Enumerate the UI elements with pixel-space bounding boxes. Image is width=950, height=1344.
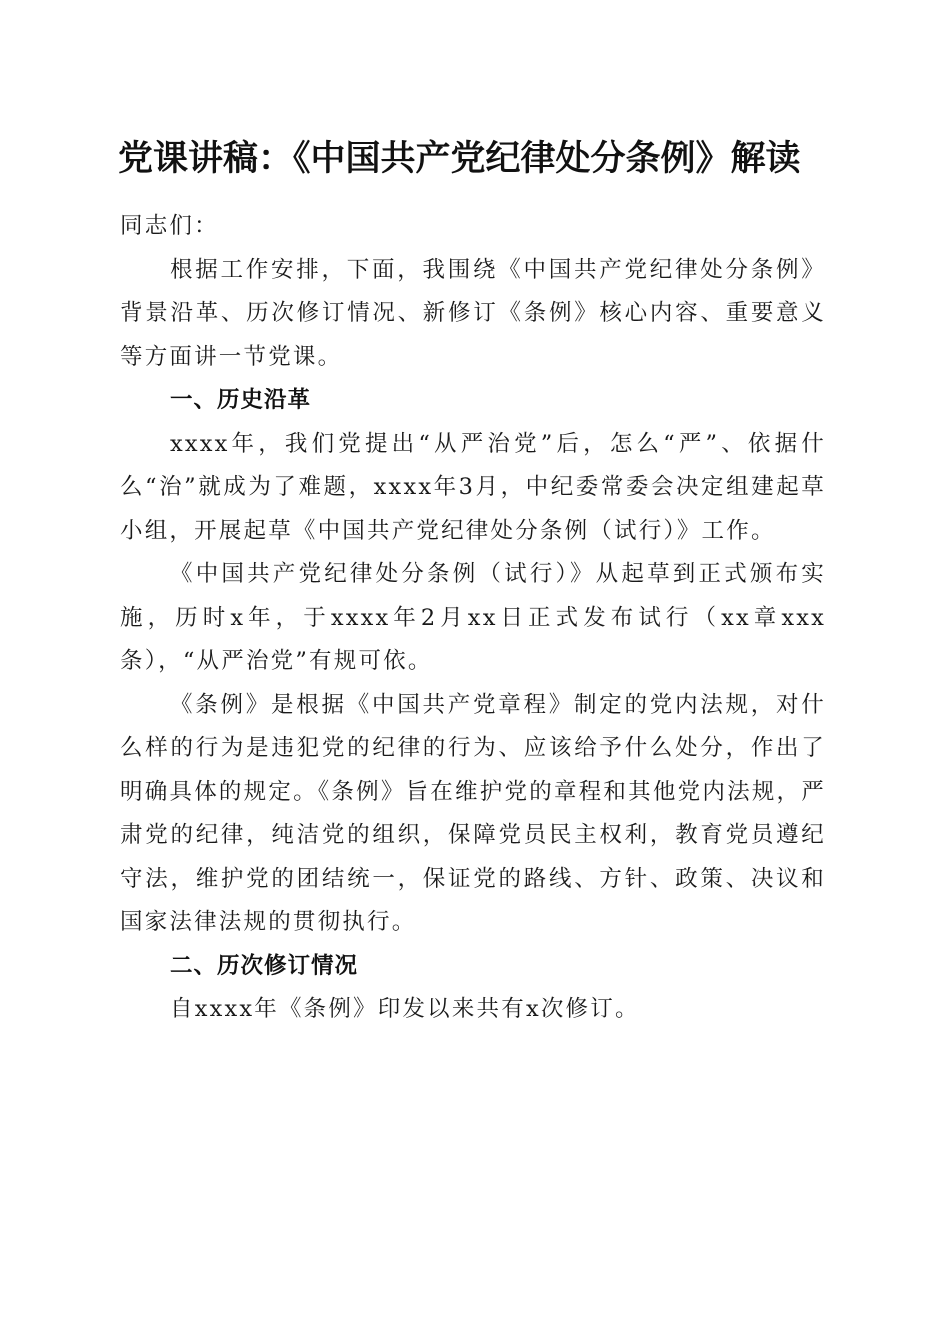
document-body bbox=[120, 205, 826, 1032]
paragraph: 《条例》是根据《中国共产党章程》制定的党内法规，对什么样的行为是违犯党的纪律的行为、应该给予什么处分，作出了明确具体的规定。《条例》旨在维护党的章程和其他党内法规，严肃党的纪律，纯洁党的组织，保障党员民主权利，教育党员遵纪守法，维护党的团结统一，保证党的路线、方针、政策、决议和国家法律法规的贯彻执行。 bbox=[120, 691, 826, 935]
paragraph: 《中国共产党纪律处分条例（试行）》从起草到正式颁布实施，历时x年，于xxxx年2月xx日正式发布试行（xx章xxx条），“从严治党”有规可依。 bbox=[120, 561, 826, 674]
section-heading-revisions: 二、历次修订情况 bbox=[170, 952, 359, 979]
salutation: 同志们： bbox=[120, 213, 219, 239]
page-title: 党课讲稿：《中国共产党纪律处分条例》解读 bbox=[118, 138, 801, 179]
intro-paragraph: 根据工作安排，下面，我围绕《中国共产党纪律处分条例》背景沿革、历次修订情况、新修订《条例》核心内容、重要意义等方面讲一节党课。 bbox=[120, 256, 826, 370]
section-heading-history: 一、历史沿革 bbox=[170, 387, 312, 413]
paragraph: 自xxxx年《条例》印发以来共有x次修订。 bbox=[170, 996, 640, 1022]
paragraph: xxxx年，我们党提出“从严治党”后，怎么“严”、依据什么“治”就成为了难题，xxxx年3月，中纪委常委会决定组建起草小组，开展起草《中国共产党纪律处分条例（试行）》工作。 bbox=[120, 430, 826, 544]
